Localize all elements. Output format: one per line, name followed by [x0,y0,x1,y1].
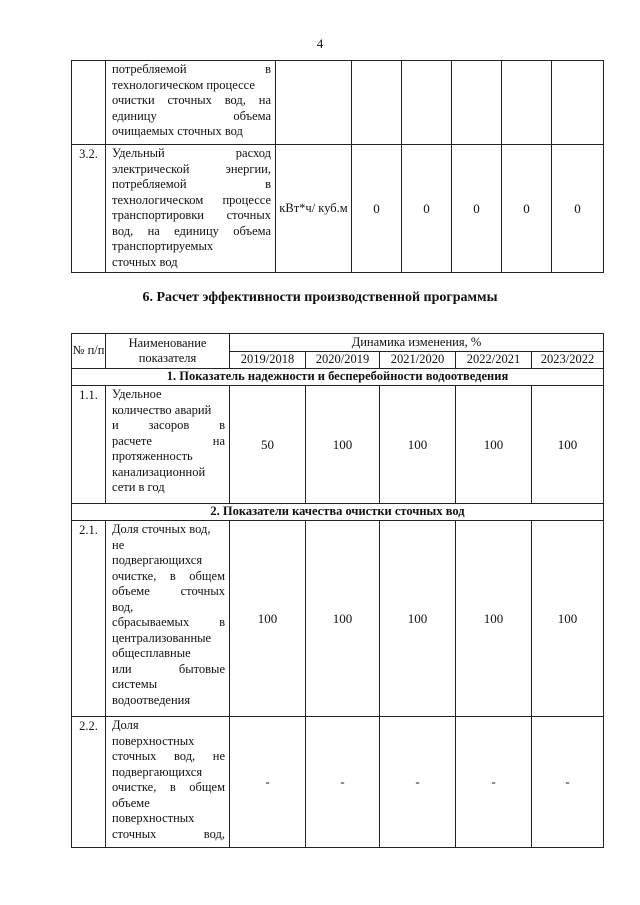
section-title-cell: 2. Показатели качества очистки сточных вод [72,504,604,521]
value-cell [502,61,552,145]
value-cell: 100 [380,386,456,504]
row-number-cell [72,61,106,145]
value-cell: 100 [306,521,380,717]
year-header-cell: 2019/2018 [230,352,306,369]
table-row [72,386,604,504]
table-row [72,521,604,717]
value-cell: - [306,717,380,848]
value-cell: 0 [352,145,402,273]
row-number-cell: 2.2. [72,717,106,848]
header-name-cell: Наименование показателя [106,334,230,369]
value-cell: 100 [532,386,604,504]
indicator-name-cell: потребляемой в технологическом процессе очистки сточных вод, на единицу объема очищаемых сточных вод [106,61,276,145]
continued-indicators-table [71,60,604,273]
value-cell: 100 [380,521,456,717]
value-cell: - [380,717,456,848]
table-header-row [72,334,604,352]
value-cell: 0 [402,145,452,273]
indicator-name-cell: Доля сточных вод, не подвергающихся очистке, в общем объеме сточных вод, сбрасываемых в централизованные общесплавные или бытовые системы водоотведения [106,521,230,717]
header-num-cell: № п/п [72,334,106,369]
table-row [72,145,604,273]
header-dynamics-cell: Динамика изменения, % [230,334,604,352]
value-cell: 50 [230,386,306,504]
value-cell [452,61,502,145]
value-cell: 100 [306,386,380,504]
year-header-cell: 2022/2021 [456,352,532,369]
value-cell: 0 [552,145,604,273]
section-row [72,369,604,386]
year-header-cell: 2020/2019 [306,352,380,369]
value-cell [402,61,452,145]
value-cell: 0 [452,145,502,273]
value-cell: - [230,717,306,848]
year-header-cell: 2023/2022 [532,352,604,369]
row-number-cell: 1.1. [72,386,106,504]
value-cell [552,61,604,145]
unit-cell: кВт*ч/ куб.м [276,145,352,273]
year-header-cell: 2021/2020 [380,352,456,369]
section-heading: 6. Расчет эффективности производственной программы [142,290,498,305]
value-cell: 100 [456,521,532,717]
row-number-cell: 2.1. [72,521,106,717]
unit-cell [276,61,352,145]
value-cell: 0 [502,145,552,273]
table-row [72,717,604,848]
indicator-name-cell: Удельное количество аварий и засоров в расчете на протяженность канализационной сети в год [106,386,230,504]
indicator-name-cell: Доля поверхностных сточных вод, не подвергающихся очистке, в общем объеме поверхностных сточных вод, [106,717,230,848]
table-row [72,61,604,145]
efficiency-table [71,333,604,848]
value-cell: 100 [456,386,532,504]
row-number-cell: 3.2. [72,145,106,273]
page-number: 4 [316,36,324,51]
value-cell: 100 [532,521,604,717]
indicator-name-cell: Удельный расход электрической энергии, потребляемой в технологическом процессе транспортировки сточных вод, на единицу объема транспортируемых сточных вод [106,145,276,273]
value-cell: - [532,717,604,848]
section-title-cell: 1. Показатель надежности и бесперебойности водоотведения [72,369,604,386]
section-row [72,504,604,521]
value-cell: - [456,717,532,848]
value-cell [352,61,402,145]
value-cell: 100 [230,521,306,717]
